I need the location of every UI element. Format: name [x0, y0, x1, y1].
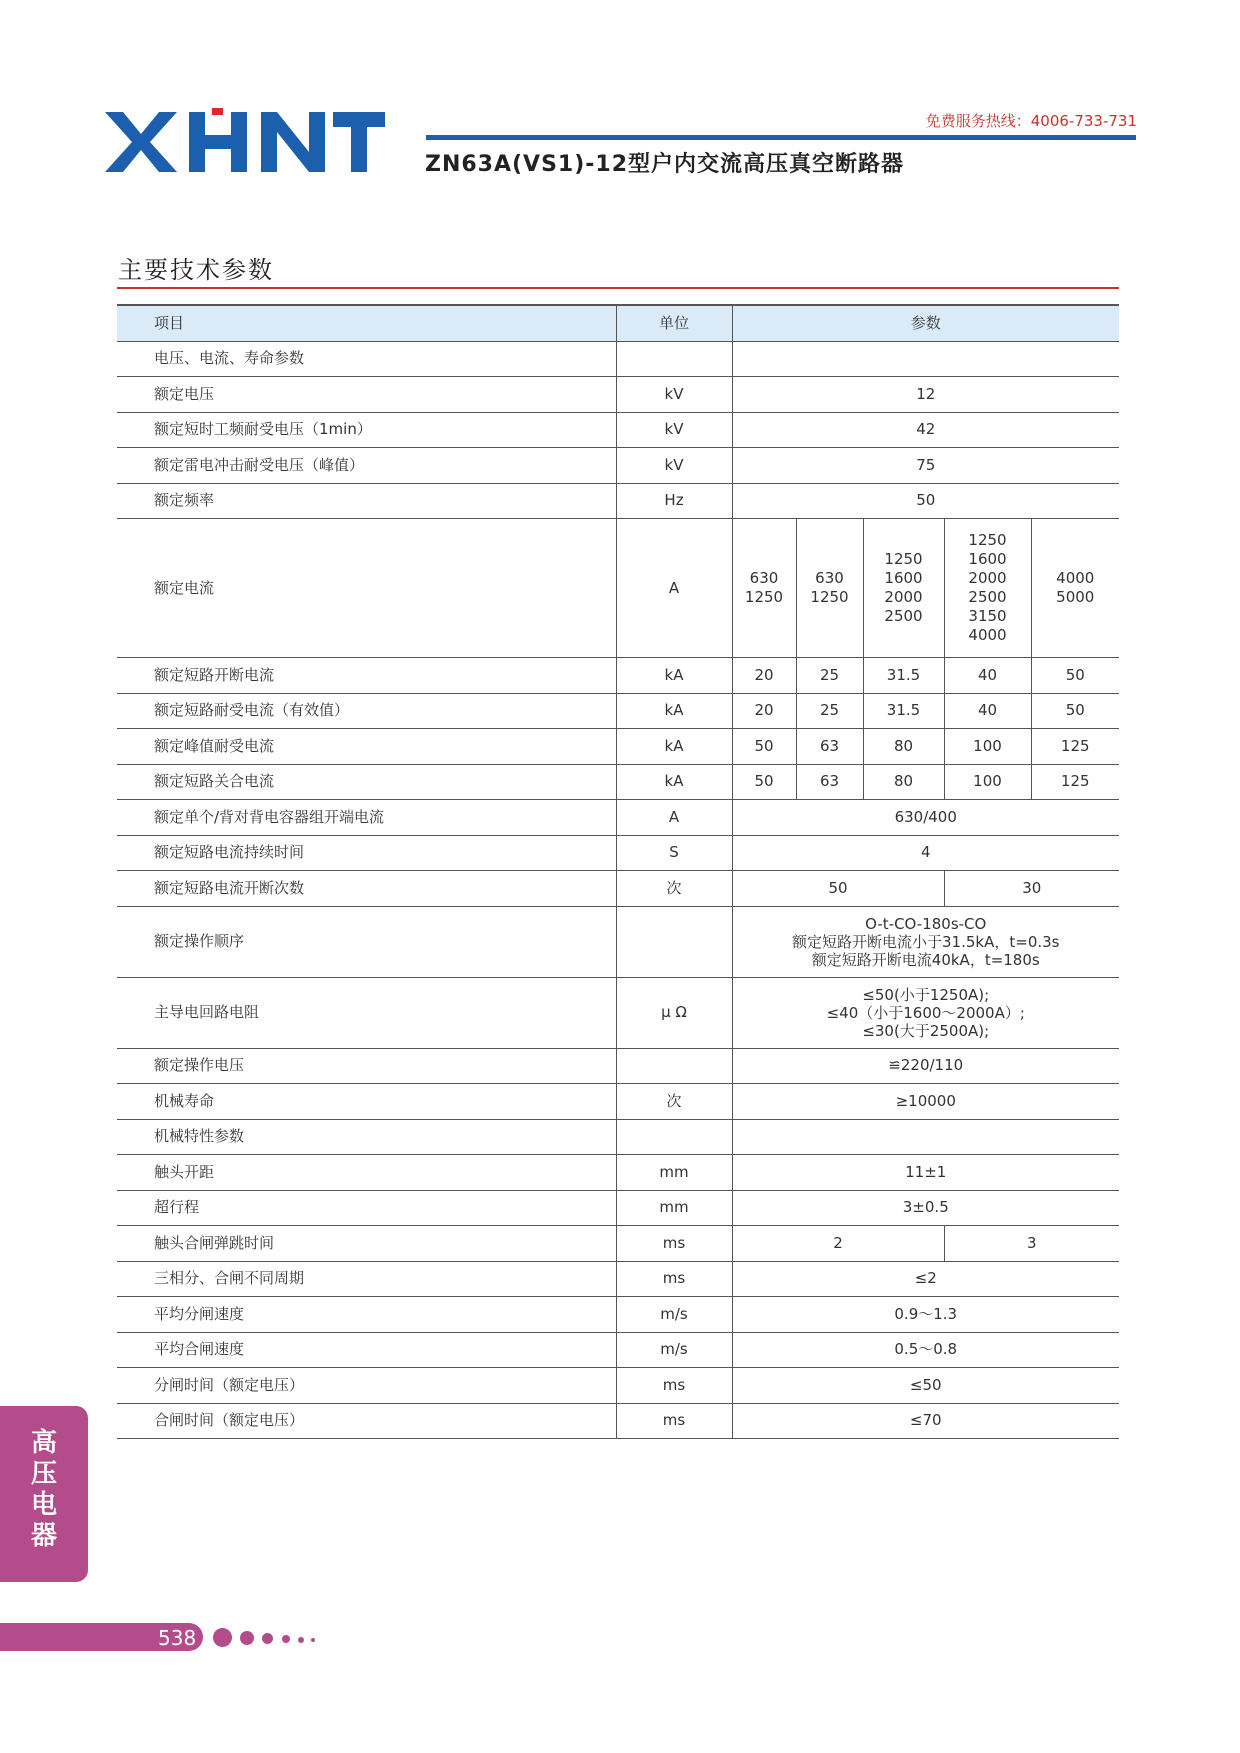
- table-row: [117, 658, 1119, 694]
- header-param: 参数: [732, 305, 1119, 341]
- row-value: 0.9～1.3: [732, 1297, 1119, 1333]
- rated-current-value: 4000 5000: [1031, 519, 1119, 658]
- section-title: 主要技术参数: [118, 256, 274, 284]
- row-unit: ms: [616, 1368, 732, 1404]
- row-value: 50: [732, 729, 796, 765]
- footer-dot-icon: [262, 1633, 273, 1644]
- row-value: 125: [1031, 729, 1119, 765]
- service-hotline: 免费服务热线：4006-733-731: [925, 112, 1137, 130]
- row-unit: kA: [616, 658, 732, 694]
- rated-current-value: 630 1250: [732, 519, 796, 658]
- row-unit: [616, 1048, 732, 1084]
- row-value: 50: [1031, 658, 1119, 694]
- row-item: 触头开距: [117, 1155, 616, 1191]
- row-value: ≤70: [732, 1403, 1119, 1439]
- side-tab-char: 压: [30, 1459, 57, 1489]
- table-row: [117, 835, 1119, 871]
- row-value: 80: [863, 764, 944, 800]
- product-title: ZN63A(VS1)-12型户内交流高压真空断路器: [425, 152, 905, 177]
- row-value: 25: [796, 658, 863, 694]
- row-value: 75: [732, 448, 1119, 484]
- row-value: ≤2: [732, 1261, 1119, 1297]
- row-value: 100: [944, 764, 1031, 800]
- row-item: 合闸时间（额定电压）: [117, 1403, 616, 1439]
- row-unit: mm: [616, 1190, 732, 1226]
- row-value: 50: [732, 764, 796, 800]
- row-value: 42: [732, 412, 1119, 448]
- row-value: 25: [796, 693, 863, 729]
- row-value: 630/400: [732, 800, 1119, 836]
- row-item: 额定频率: [117, 483, 616, 519]
- row-item: 主导电回路电阻: [117, 977, 616, 1048]
- xhnt-logo: [105, 108, 385, 176]
- table-row: [117, 693, 1119, 729]
- row-unit: [616, 341, 732, 377]
- row-value: ≌220/110: [732, 1048, 1119, 1084]
- footer-dot-icon: [311, 1638, 315, 1642]
- table-row: [117, 1297, 1119, 1333]
- row-unit: 次: [616, 1084, 732, 1120]
- table-row: [117, 977, 1119, 1048]
- row-value: 30: [944, 871, 1119, 907]
- row-unit: A: [616, 519, 732, 658]
- row-value: 3±0.5: [732, 1190, 1119, 1226]
- rated-current-value: 1250 1600 2000 2500: [863, 519, 944, 658]
- row-value: 20: [732, 658, 796, 694]
- row-value: 20: [732, 693, 796, 729]
- row-item: 额定短时工频耐受电压（1min）: [117, 412, 616, 448]
- row-item: 额定短路电流开断次数: [117, 871, 616, 907]
- footer-dot-icon: [298, 1637, 304, 1643]
- table-row: [117, 412, 1119, 448]
- table-row: [117, 800, 1119, 836]
- row-value: 0.5～0.8: [732, 1332, 1119, 1368]
- row-value: 31.5: [863, 658, 944, 694]
- parameters-table: [117, 304, 1119, 1439]
- row-unit: kA: [616, 764, 732, 800]
- table-row: [117, 448, 1119, 484]
- row-value: [732, 1119, 1119, 1155]
- row-value: 40: [944, 658, 1031, 694]
- footer-dot-icon: [240, 1631, 254, 1645]
- row-unit: S: [616, 835, 732, 871]
- row-item: 三相分、合闸不同周期: [117, 1261, 616, 1297]
- table-row: [117, 341, 1119, 377]
- table-row: [117, 1190, 1119, 1226]
- row-unit: kV: [616, 412, 732, 448]
- row-item: 额定操作顺序: [117, 906, 616, 977]
- table-row: [117, 906, 1119, 977]
- row-value: 2: [732, 1226, 944, 1262]
- table-header-row: [117, 305, 1119, 341]
- rated-current-value: 630 1250: [796, 519, 863, 658]
- row-item: 平均合闸速度: [117, 1332, 616, 1368]
- table-row: [117, 1403, 1119, 1439]
- table-row: [117, 1332, 1119, 1368]
- row-item: 额定短路耐受电流（有效值）: [117, 693, 616, 729]
- header-unit: 单位: [616, 305, 732, 341]
- table-row: [117, 729, 1119, 765]
- table-row: [117, 764, 1119, 800]
- row-unit: ms: [616, 1261, 732, 1297]
- row-value: 12: [732, 377, 1119, 413]
- section-rule: [117, 287, 1119, 289]
- side-tab-char: 高: [30, 1428, 57, 1458]
- row-item: 额定短路关合电流: [117, 764, 616, 800]
- row-value: 80: [863, 729, 944, 765]
- side-tab-char: 电: [30, 1490, 57, 1520]
- row-item: 额定短路开断电流: [117, 658, 616, 694]
- table-row: [117, 871, 1119, 907]
- circuit-resistance-value: ≤50(小于1250A); ≤40（小于1600～2000A）; ≤30(大于2500A);: [732, 977, 1119, 1048]
- footer-dot-icon: [213, 1628, 232, 1647]
- row-item: 额定短路电流持续时间: [117, 835, 616, 871]
- footer-dot-icon: [282, 1635, 290, 1643]
- table-row: [117, 1155, 1119, 1191]
- row-value: ≥10000: [732, 1084, 1119, 1120]
- row-unit: kV: [616, 448, 732, 484]
- row-value: ≤50: [732, 1368, 1119, 1404]
- row-item: 额定雷电冲击耐受电压（峰值）: [117, 448, 616, 484]
- row-value: 50: [732, 483, 1119, 519]
- row-value: 31.5: [863, 693, 944, 729]
- row-unit: kV: [616, 377, 732, 413]
- row-unit: [616, 906, 732, 977]
- side-tab-char: 器: [30, 1521, 57, 1551]
- row-unit: μ Ω: [616, 977, 732, 1048]
- row-value: 40: [944, 693, 1031, 729]
- table-row: [117, 483, 1119, 519]
- row-item: 额定峰值耐受电流: [117, 729, 616, 765]
- table-row: [117, 1226, 1119, 1262]
- row-unit: [616, 1119, 732, 1155]
- row-value: 4: [732, 835, 1119, 871]
- row-item: 超行程: [117, 1190, 616, 1226]
- table-row: [117, 377, 1119, 413]
- row-unit: m/s: [616, 1332, 732, 1368]
- row-value: 50: [732, 871, 944, 907]
- table-row: [117, 1368, 1119, 1404]
- row-value: 63: [796, 729, 863, 765]
- table-row: [117, 1084, 1119, 1120]
- row-unit: 次: [616, 871, 732, 907]
- operating-sequence-value: O-t-CO-180s-CO 额定短路开断电流小于31.5kA，t=0.3s 额定短路开断电流40kA，t=180s: [732, 906, 1119, 977]
- row-unit: ms: [616, 1403, 732, 1439]
- row-item: 机械特性参数: [117, 1119, 616, 1155]
- row-value: 11±1: [732, 1155, 1119, 1191]
- table-row: [117, 519, 1119, 658]
- row-value: 125: [1031, 764, 1119, 800]
- row-item: 额定单个/背对背电容器组开端电流: [117, 800, 616, 836]
- table-row: [117, 1261, 1119, 1297]
- row-item: 额定电压: [117, 377, 616, 413]
- row-unit: mm: [616, 1155, 732, 1191]
- table-row: [117, 1119, 1119, 1155]
- header-divider: [426, 135, 1136, 140]
- table-row: [117, 1048, 1119, 1084]
- row-unit: A: [616, 800, 732, 836]
- row-item: 额定操作电压: [117, 1048, 616, 1084]
- row-unit: Hz: [616, 483, 732, 519]
- page-number: 538: [158, 1626, 197, 1650]
- row-value: 3: [944, 1226, 1119, 1262]
- row-unit: ms: [616, 1226, 732, 1262]
- row-item: 额定电流: [117, 519, 616, 658]
- row-value: [732, 341, 1119, 377]
- row-value: 100: [944, 729, 1031, 765]
- row-unit: kA: [616, 693, 732, 729]
- row-item: 触头合闸弹跳时间: [117, 1226, 616, 1262]
- category-side-tab: [0, 1406, 88, 1582]
- row-item: 分闸时间（额定电压）: [117, 1368, 616, 1404]
- row-value: 63: [796, 764, 863, 800]
- row-item: 平均分闸速度: [117, 1297, 616, 1333]
- row-value: 50: [1031, 693, 1119, 729]
- row-item: 电压、电流、寿命参数: [117, 341, 616, 377]
- row-item: 机械寿命: [117, 1084, 616, 1120]
- row-unit: kA: [616, 729, 732, 765]
- row-unit: m/s: [616, 1297, 732, 1333]
- rated-current-value: 1250 1600 2000 2500 3150 4000: [944, 519, 1031, 658]
- header-item: 项目: [117, 305, 616, 341]
